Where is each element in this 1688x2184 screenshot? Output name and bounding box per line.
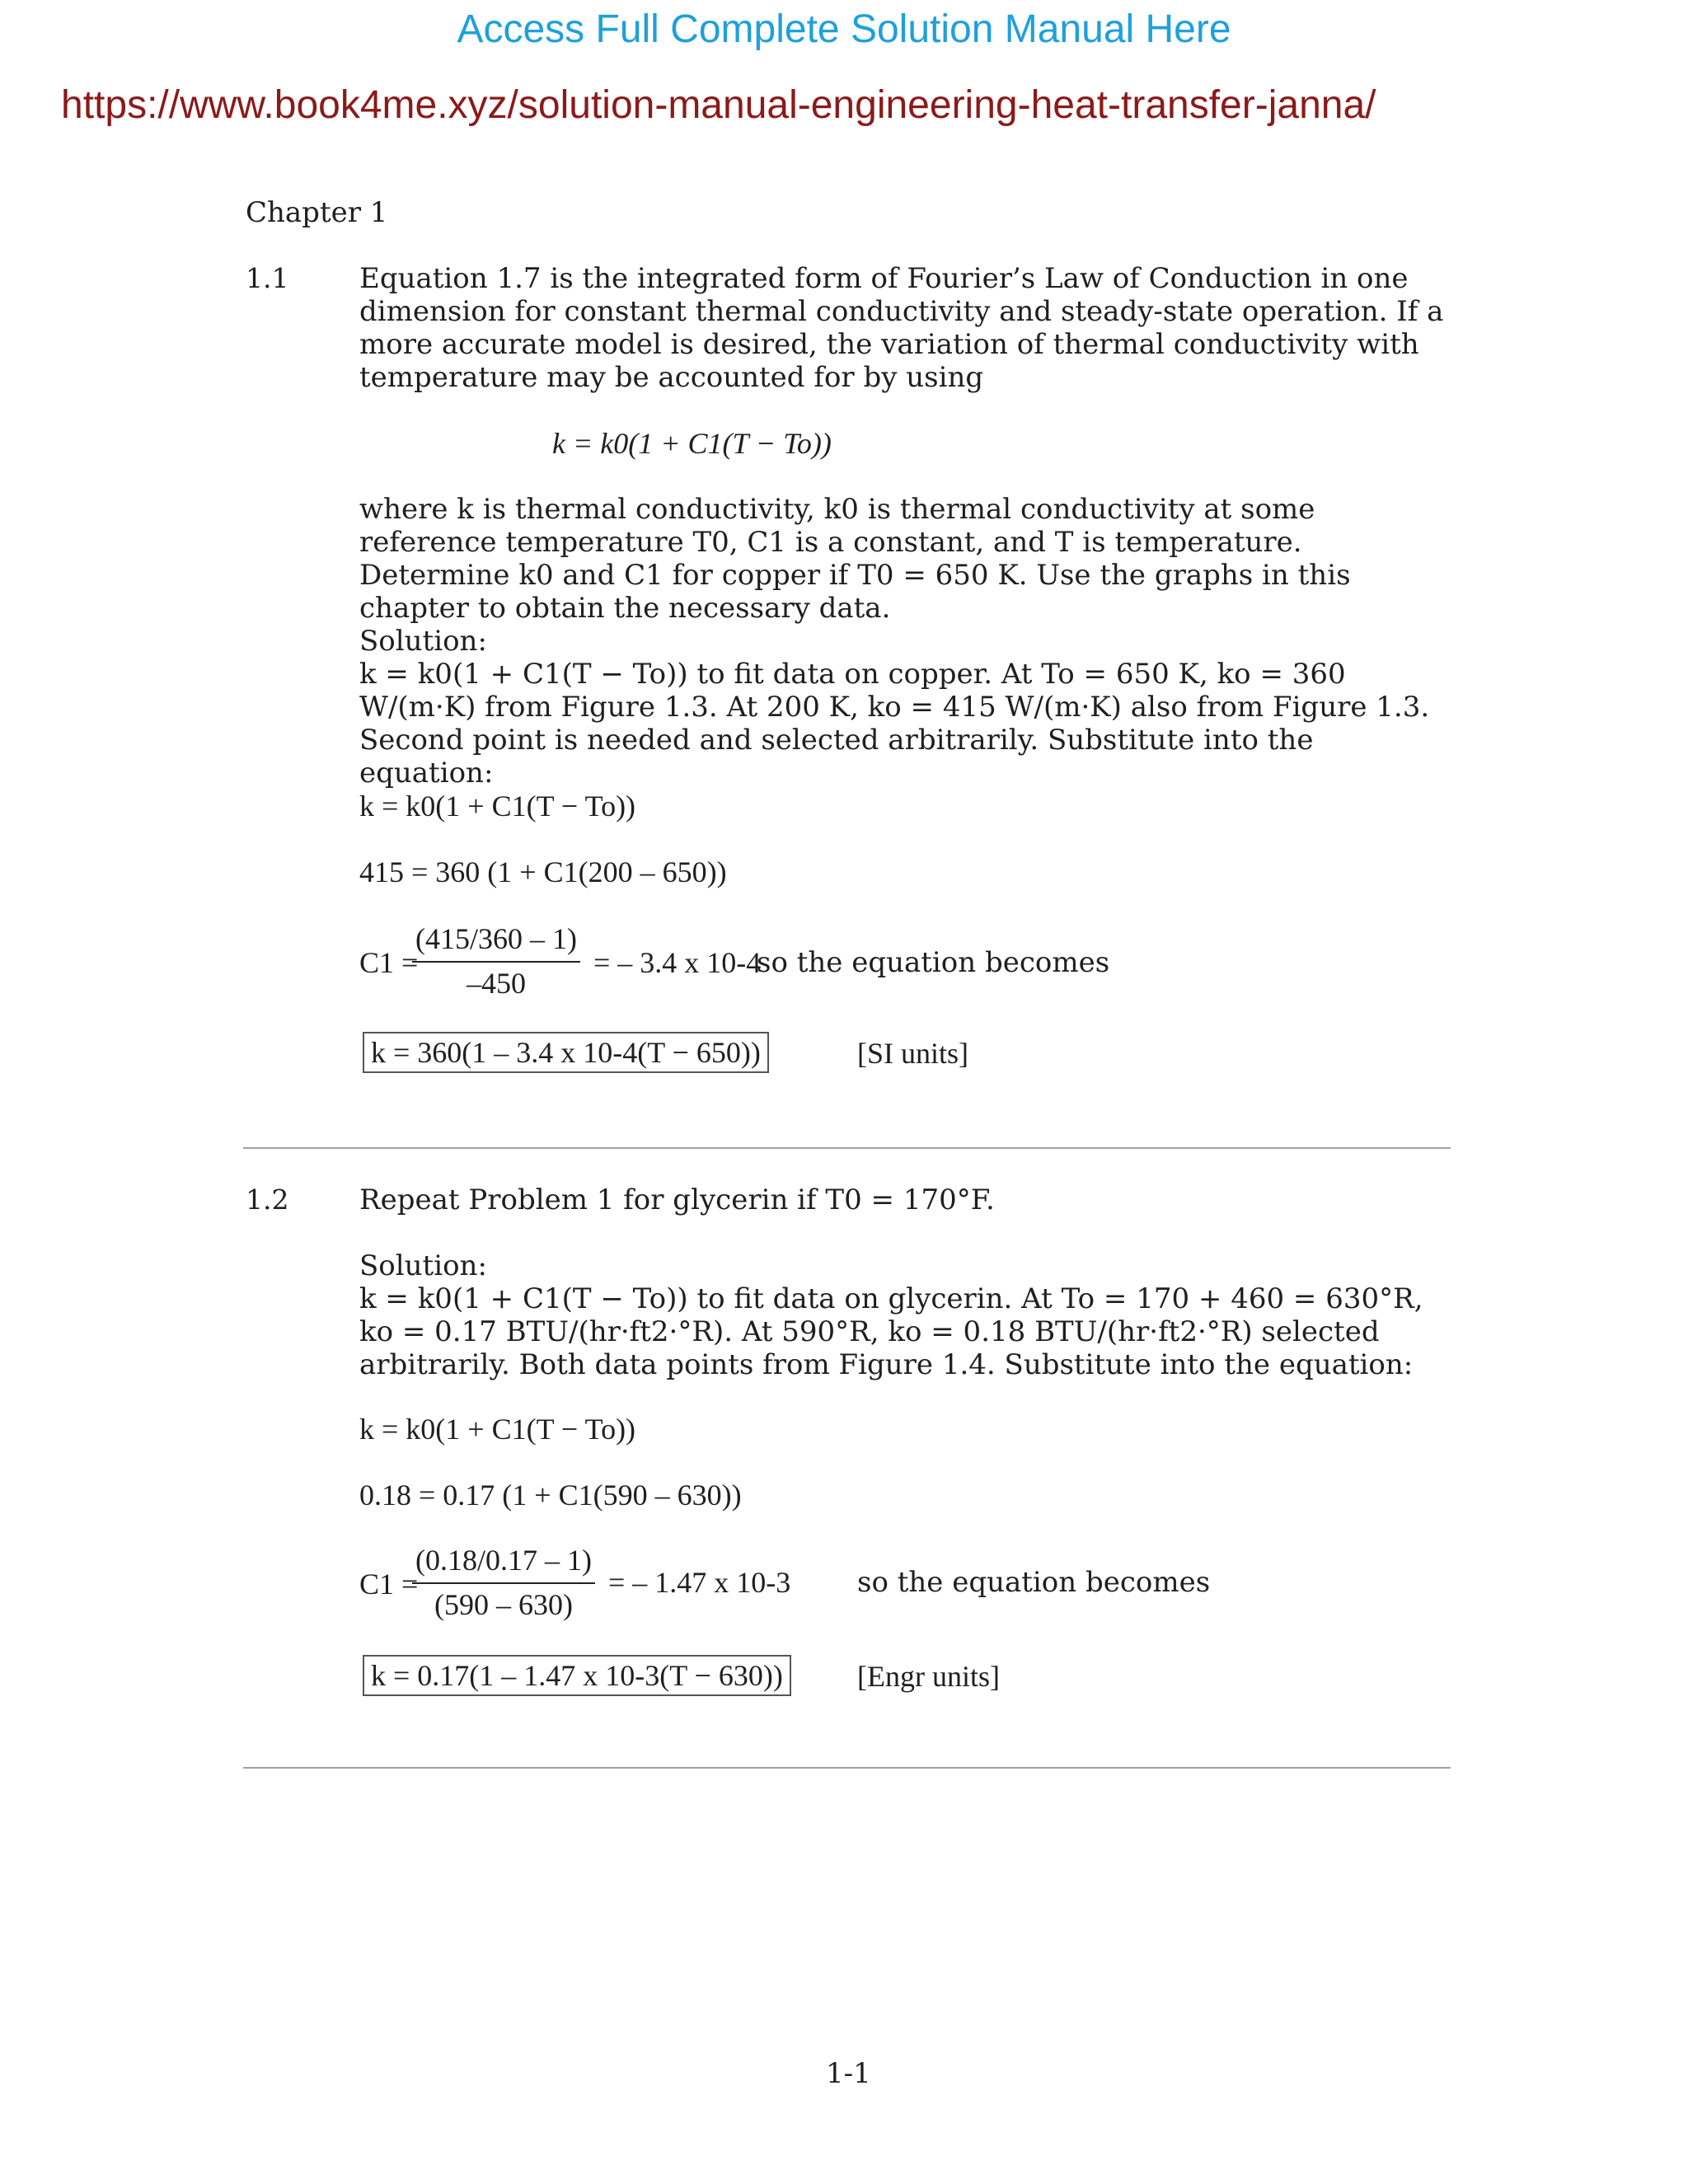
problem-number: 1.1 — [246, 262, 289, 294]
fraction-numerator: (0.18/0.17 – 1) — [412, 1543, 595, 1584]
problem-statement-definitions: where k is thermal conductivity, k0 is thermal conductivity at some reference temperature T0, C1 is a constant, and T is temperature. Determine k0 and C1 for copper if T0 = 650 K. Use the graphs in this chapter to obtain the necessary data. — [359, 493, 1351, 625]
solution-label: Solution: — [359, 1249, 487, 1282]
chapter-title: Chapter 1 — [246, 196, 388, 229]
substituted-equation: 0.18 = 0.17 (1 + C1(590 – 630)) — [359, 1479, 742, 1511]
final-equation-box: k = 360(1 – 3.4 x 10-4(T − 650)) — [363, 1032, 769, 1073]
units-label: [SI units] — [857, 1037, 968, 1070]
access-solution-link[interactable]: Access Full Complete Solution Manual Here — [457, 7, 1231, 51]
c1-label: C1 = — [359, 1568, 419, 1601]
fraction-denominator: –450 — [466, 967, 526, 1000]
section-divider — [243, 1147, 1451, 1149]
problem-statement: Equation 1.7 is the integrated form of Fourier’s Law of Conduction in one dimension for constant thermal conductivity and steady-state operation. If a more accurate model is desired, the variation of thermal conductivity with temperature may be accounted for by using — [359, 262, 1444, 394]
fraction-numerator: (415/360 – 1) — [412, 921, 580, 963]
equation-line: k = k0(1 + C1(T − To)) — [359, 790, 636, 823]
section-divider — [243, 1767, 1451, 1769]
equation-becomes-text: so the equation becomes — [757, 946, 1110, 979]
substituted-equation: 415 = 360 (1 + C1(200 – 650)) — [359, 855, 727, 888]
equation-line: k = k0(1 + C1(T − To)) — [359, 1413, 636, 1446]
problem-statement: Repeat Problem 1 for glycerin if T0 = 170°F. — [359, 1183, 995, 1216]
c1-label: C1 = — [359, 946, 419, 979]
c1-fraction — [412, 921, 580, 1001]
page-number: 1-1 — [826, 2057, 871, 2090]
c1-result: = – 1.47 x 10-3 — [608, 1566, 791, 1599]
solution-url-link[interactable]: https://www.book4me.xyz/solution-manual-engineering-heat-transfer-janna/ — [61, 83, 1376, 127]
problem-number: 1.2 — [246, 1183, 289, 1216]
c1-result: = – 3.4 x 10-4 — [593, 946, 762, 979]
solution-label: Solution: — [359, 625, 487, 658]
units-label: [Engr units] — [857, 1660, 1000, 1693]
solution-text: k = k0(1 + C1(T − To)) to fit data on glycerin. At To = 170 + 460 = 630°R, ko = 0.17 BTU/(hr·ft2·°R). At 590°R, ko = 0.18 BTU/(hr·ft2·°R) selected arbitrarily. Both data points from Figure 1.4. Substitute into the equation: — [359, 1282, 1423, 1381]
fraction-denominator: (590 – 630) — [434, 1588, 573, 1621]
final-equation-box: k = 0.17(1 – 1.47 x 10-3(T − 630)) — [363, 1655, 791, 1696]
equation-becomes-text: so the equation becomes — [857, 1566, 1211, 1599]
model-equation: k = k0(1 + C1(T − To)) — [552, 427, 832, 460]
solution-text: k = k0(1 + C1(T − To)) to fit data on copper. At To = 650 K, ko = 360 W/(m·K) from Figure 1.3. At 200 K, ko = 415 W/(m·K) also from Figure 1.3. Second point is needed and selected arbitrarily. Substitute into the equation: — [359, 658, 1430, 790]
c1-fraction — [412, 1543, 595, 1622]
